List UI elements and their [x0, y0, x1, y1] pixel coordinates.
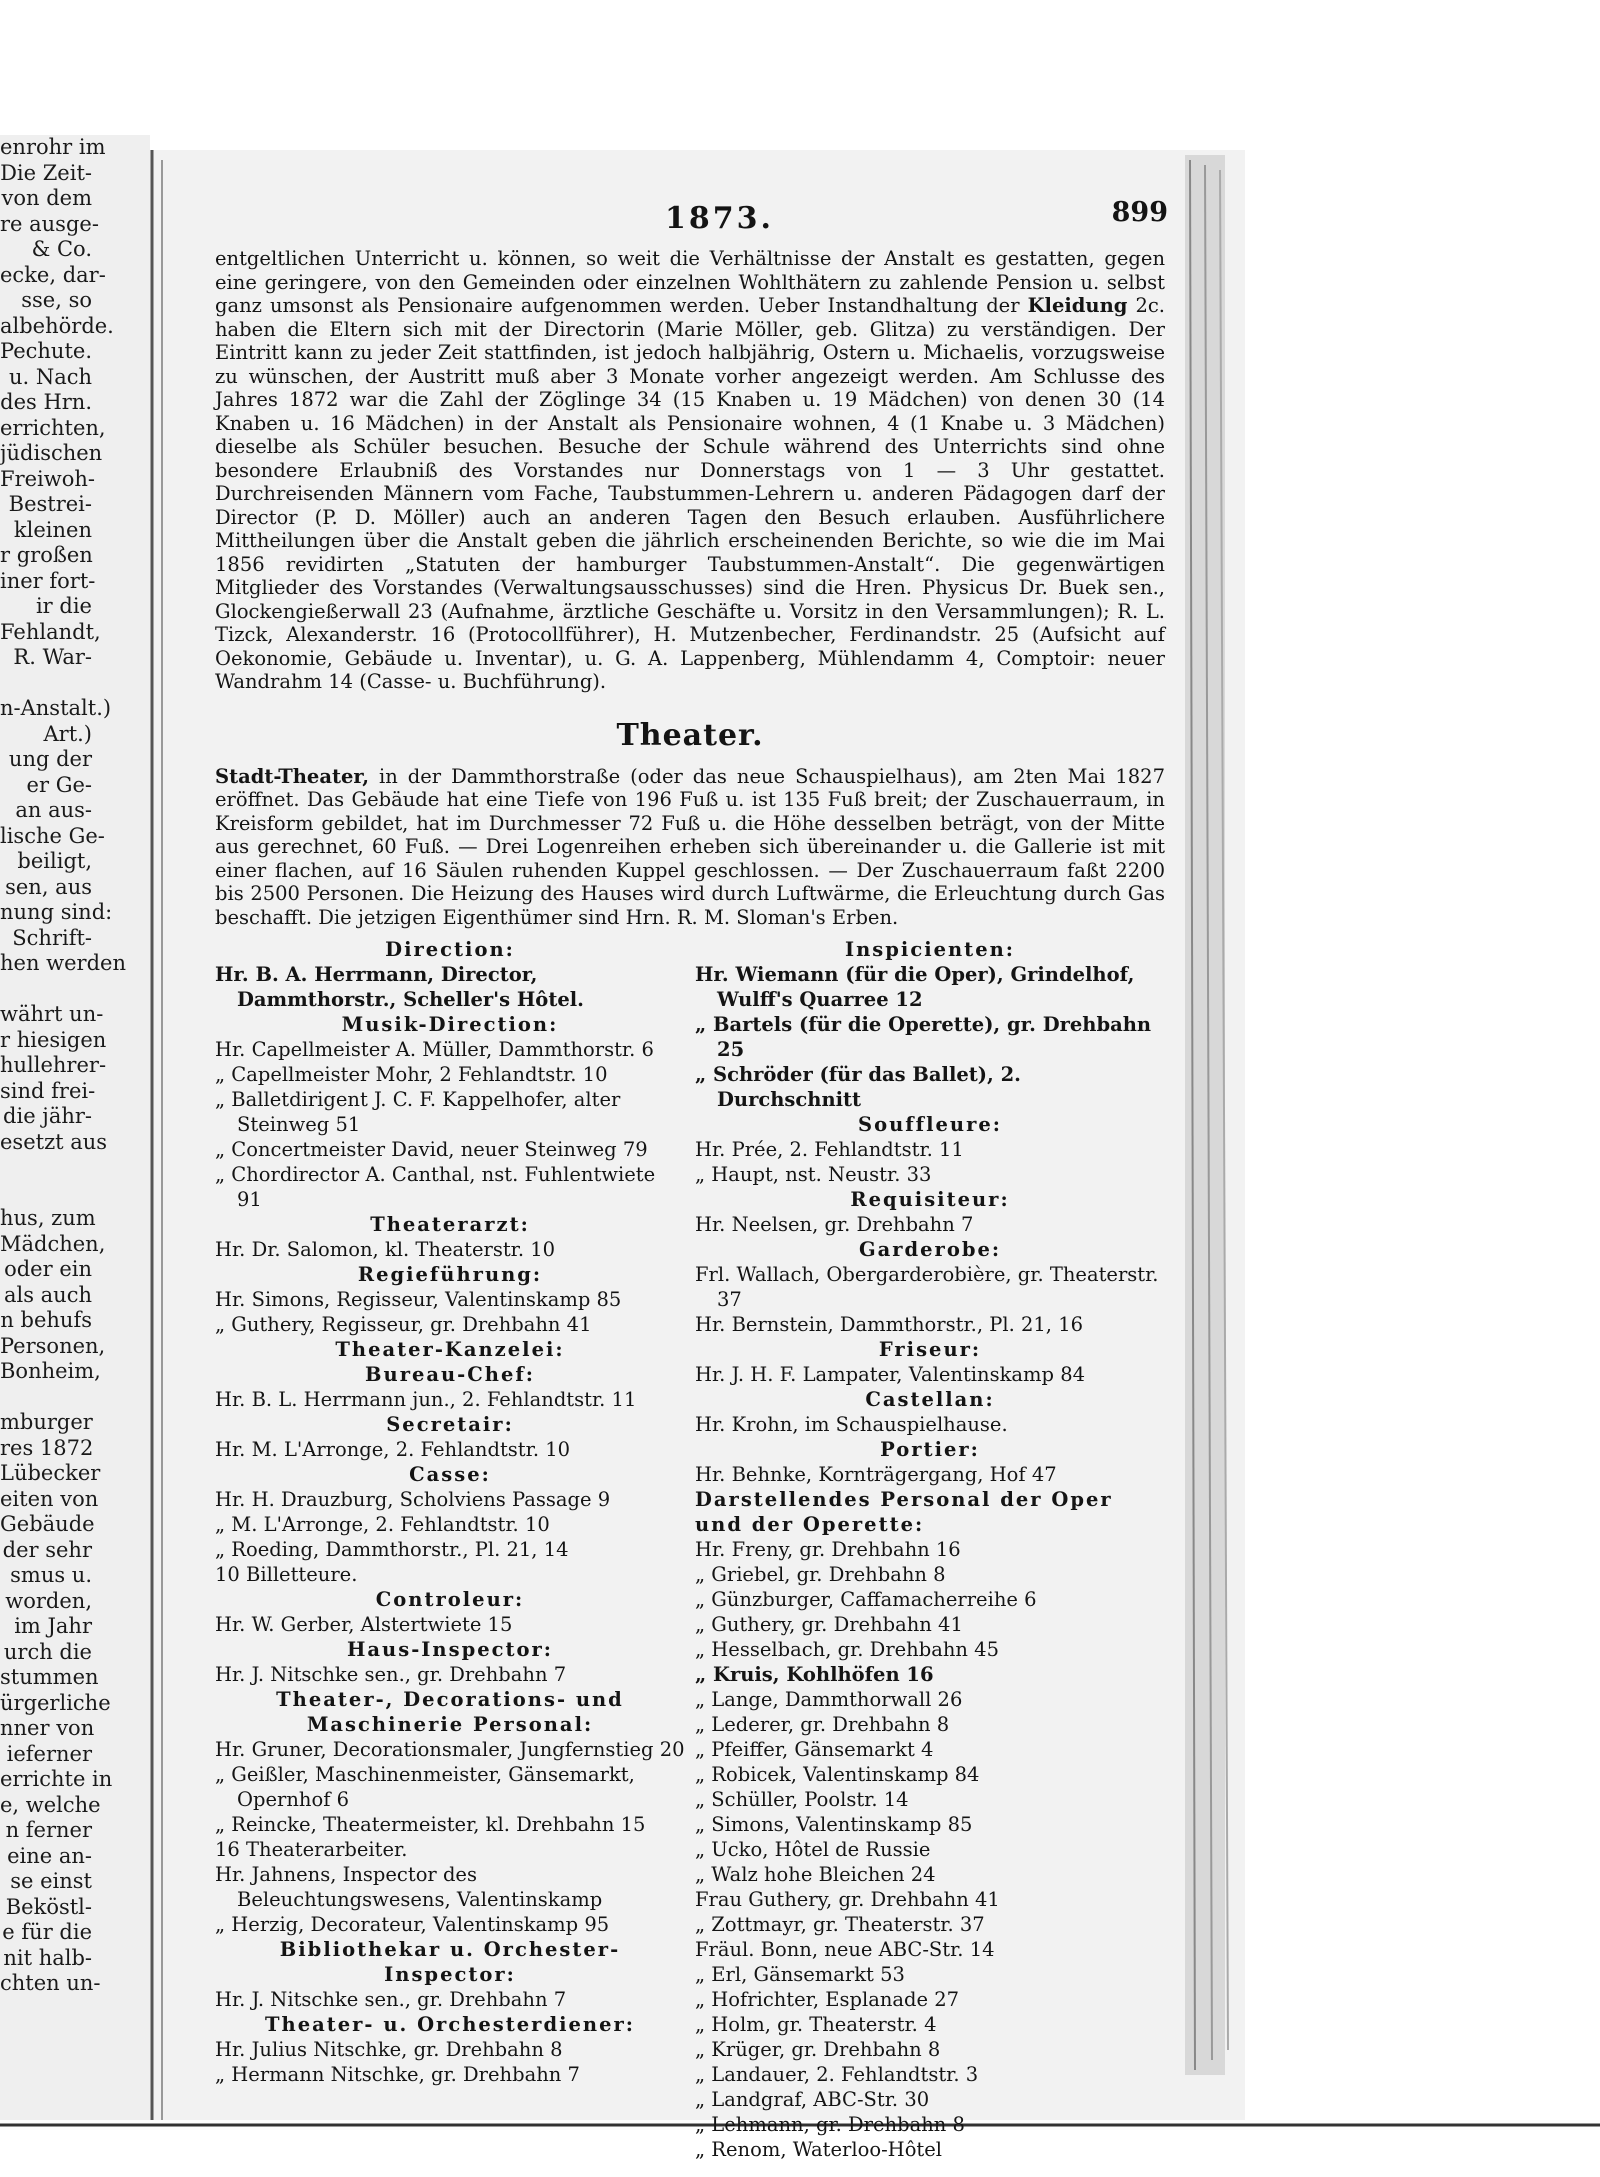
margin-fragment: e für die — [2, 1920, 92, 1944]
staff-entry: „ Herzig, Decorateur, Valentinskamp 95 — [215, 1913, 610, 1936]
margin-fragment: hullehrer- — [0, 1053, 107, 1077]
staff-entry: „ Kruis, Kohlhöfen 16 — [695, 1663, 934, 1686]
role-heading: Controleur: — [375, 1588, 525, 1611]
staff-entry: Hr. H. Drauzburg, Scholviens Passage 9 — [215, 1488, 611, 1511]
staff-entry: „ Ucko, Hôtel de Russie — [695, 1838, 931, 1861]
staff-entry: Hr. Jahnens, Inspector des Beleuchtungswesens, Valentinskamp — [215, 1863, 603, 1911]
staff-entry: „ Holm, gr. Theaterstr. 4 — [695, 2013, 937, 2036]
staff-entry: „ Roeding, Dammthorstr., Pl. 21, 14 — [215, 1538, 569, 1561]
staff-entry: „ Lederer, gr. Drehbahn 8 — [695, 1713, 950, 1736]
role-heading: Secretair: — [386, 1413, 514, 1436]
staff-entry: Hr. Krohn, im Schauspielhause. — [695, 1413, 1008, 1436]
role-heading: Direction: — [385, 938, 515, 961]
margin-fragment: oder ein — [4, 1257, 92, 1281]
margin-fragment: sen, aus — [5, 874, 92, 899]
margin-fragment — [0, 1155, 92, 1181]
role-heading: Darstellendes Personal der Oper und der Operette: — [695, 1488, 1113, 1536]
staff-entry: „ Schröder (für das Ballet), 2. Durchschnitt — [695, 1063, 1021, 1111]
margin-fragment: sse, so — [21, 288, 92, 312]
margin-fragment: albehörde. — [0, 313, 114, 338]
staff-entry: „ Landauer, 2. Fehlandtstr. 3 — [695, 2063, 979, 2086]
staff-entry: Hr. B. L. Herrmann jun., 2. Fehlandtstr. 11 — [215, 1388, 637, 1411]
margin-fragment — [0, 1181, 92, 1207]
text-run: 2c. haben die Eltern sich mit der Directorin (Marie Möller, geb. Glitza) zu verständigen. Der Eintritt kann zu jeder Zeit stattfinden, ist jedoch halbjährig, Ostern u. Michaelis, vorzugsweise zu wünschen, der Austritt muß aber 3 Monate vorher angezeigt werden. Am Schlusse des Jahres 1872 war die Zahl der Zöglinge 34 (15 Knaben u. 19 Mädchen) von denen 30 (14 Knaben u. 16 Mädchen) in der Anstalt als Pensionaire wohnen, 4 (1 Knabe u. 3 Mädchen) dieselbe als Schüler besuchen. Besuche der Schule während des Unterrichts sind ohne besondere Erlaubniß des Vorstandes nur Donnerstags von 1 — 3 Uhr gestattet. Durchreisenden Männern vom Fache, Taubstummen-Lehrern u. anderen Pädagogen darf der Director (P. D. Möller) auch an anderen Tagen den Besuch erlauben. Ausführlichere Mittheilungen über die Anstalt geben die jährlich erscheinenden Berichte, so wie die im Mai 1856 revidirten „Statuten der hamburger Taubstummen-Anstalt“. Die gegenwärtigen Mitglieder des Vorstandes (Verwaltungsausschusses) sind die Hren. Physicus Dr. Buek sen., Glockengießerwall 23 (Aufnahme, ärztliche Geschäfte u. Vorsitz in den Versammlungen); R. L. Tizck, Alexanderstr. 16 (Protocollführer), H. Mutzenbecher, Ferdinandstr. 25 (Aufsicht auf Oekonomie, Gebäude u. Inventar), u. G. A. Lappenberg, Mühlendamm 4, Comptoir: neuer Wandrahm 14 (Casse- u. Buchführung). — [215, 294, 1165, 693]
role-heading: Regieführung: — [357, 1263, 543, 1286]
margin-fragment: r hiesigen — [0, 1027, 107, 1052]
staff-entry: „ Zottmayr, gr. Theaterstr. 37 — [695, 1913, 985, 1936]
margin-fragment: die jähr- — [3, 1104, 92, 1128]
staff-entry: „ Günzburger, Caffamacherreihe 6 — [695, 1588, 1037, 1611]
role-heading: Haus-Inspector: — [347, 1638, 553, 1661]
page-year: 1873. — [665, 201, 774, 236]
margin-fragment: ecke, dar- — [0, 262, 106, 287]
margin-fragment: hen werden — [0, 951, 126, 975]
staff-entry: Hr. Gruner, Decorationsmaler, Jungfernstieg 20 — [215, 1738, 685, 1761]
margin-fragment: kleinen — [13, 517, 92, 542]
staff-entry: 10 Billetteure. — [215, 1563, 358, 1586]
staff-entry: „ Renom, Waterloo-Hôtel — [695, 2138, 943, 2161]
margin-fragment: währt un- — [0, 1002, 104, 1026]
margin-fragment: Art.) — [43, 721, 92, 746]
staff-entry: Hr. J. Nitschke sen., gr. Drehbahn 7 — [215, 1988, 567, 2011]
role-heading: Inspicienten: — [845, 938, 1015, 961]
staff-entry: Hr. Wiemann (für die Oper), Grindelhof, Wulff's Quarree 12 — [695, 963, 1135, 1011]
staff-entry: Hr. J. H. F. Lampater, Valentinskamp 84 — [695, 1363, 1086, 1386]
margin-fragment: Schrift- — [12, 925, 92, 950]
margin-fragment: Bestrei- — [8, 492, 92, 516]
staff-entry: Frl. Wallach, Obergarderobière, gr. Theaterstr. 37 — [695, 1263, 1159, 1311]
bold-run: Stadt-Theater, — [215, 764, 370, 788]
page-header — [215, 195, 1168, 247]
staff-entry: „ Bartels (für die Operette), gr. Drehbahn 25 — [695, 1013, 1152, 1061]
margin-fragment: n-Anstalt.) — [0, 696, 112, 720]
margin-fragment: nit halb- — [3, 1945, 92, 1970]
margin-fragment: esetzt aus — [0, 1129, 108, 1154]
page-number: 899 — [1111, 197, 1168, 228]
margin-fragment: n ferner — [5, 1818, 92, 1842]
role-heading: Casse: — [409, 1463, 491, 1486]
margin-fragment: an aus- — [15, 798, 92, 822]
role-heading: Theater- u. Orchesterdiener: — [265, 2013, 635, 2036]
margin-fragment: eine an- — [7, 1843, 92, 1868]
margin-fragment: des Hrn. — [0, 390, 92, 414]
margin-fragment: beiligt, — [17, 849, 92, 873]
staff-entry: Hr. W. Gerber, Alstertwiete 15 — [215, 1613, 513, 1636]
margin-fragment: ieferner — [6, 1741, 92, 1766]
margin-fragment: worden, — [5, 1588, 92, 1613]
staff-entry: Hr. B. A. Herrmann, Director, Dammthorstr., Scheller's Hôtel. — [215, 963, 584, 1011]
margin-fragment: jüdischen — [0, 441, 103, 465]
margin-fragment: Die Zeit- — [0, 160, 92, 185]
margin-fragment: e, welche — [0, 1792, 101, 1817]
taubstummen-paragraph — [215, 247, 1165, 694]
margin-fragment: eiten von — [0, 1486, 99, 1511]
staff-entry: „ Lehmann, gr. Drehbahn 8 — [695, 2113, 965, 2136]
margin-fragment: der sehr — [2, 1537, 92, 1562]
margin-fragment: Fehlandt, — [0, 619, 101, 644]
margin-fragment: re ausge- — [0, 211, 99, 236]
staff-entry: 16 Theaterarbeiter. — [215, 1838, 408, 1861]
margin-fragment: er Ge- — [26, 772, 92, 797]
margin-fragment: lische Ge- — [0, 823, 105, 848]
margin-fragment: R. War- — [13, 645, 92, 669]
staff-entry: „ Reincke, Theatermeister, kl. Drehbahn 15 — [215, 1813, 646, 1836]
staff-entry: Hr. Simons, Regisseur, Valentinskamp 85 — [215, 1288, 622, 1311]
margin-fragment: mburger — [0, 1410, 93, 1434]
role-heading: Theater-Kanzelei: — [335, 1338, 565, 1361]
role-heading: Musik-Direction: — [341, 1013, 559, 1036]
margin-fragment: urch die — [3, 1639, 92, 1664]
staff-entry: „ Guthery, Regisseur, gr. Drehbahn 41 — [215, 1313, 592, 1336]
margin-fragment: Bonheim, — [0, 1359, 101, 1383]
staff-entry: „ Concertmeister David, neuer Steinweg 79 — [215, 1138, 648, 1161]
margin-fragment: Mädchen, — [0, 1231, 106, 1256]
staff-entry: „ Erl, Gänsemarkt 53 — [695, 1963, 905, 1986]
margin-fragment: chten un- — [0, 1971, 101, 1995]
staff-entry: Hr. Julius Nitschke, gr. Drehbahn 8 — [215, 2038, 563, 2061]
margin-fragment: im Jahr — [14, 1614, 92, 1638]
margin-fragment: enrohr im — [0, 135, 106, 159]
margin-fragment: iner fort- — [0, 568, 96, 593]
margin-fragment: n behufs — [0, 1308, 92, 1332]
staff-entry: „ Balletdirigent J. C. F. Kappelhofer, alter Steinweg 51 — [215, 1088, 621, 1136]
margin-fragment: Gebäude — [0, 1512, 95, 1536]
staff-entry: Frau Guthery, gr. Drehbahn 41 — [695, 1888, 1000, 1911]
staff-entry: „ Landgraf, ABC-Str. 30 — [695, 2088, 930, 2111]
margin-fragment: smus u. — [10, 1563, 92, 1587]
staff-entry: „ Schüller, Poolstr. 14 — [695, 1788, 909, 1811]
margin-fragment: ung der — [8, 747, 92, 771]
margin-fragment — [0, 671, 92, 697]
margin-fragment: res 1872 — [0, 1435, 94, 1460]
staff-entry: Hr. Dr. Salomon, kl. Theaterstr. 10 — [215, 1238, 556, 1261]
staff-entry: „ Haupt, nst. Neustr. 33 — [695, 1163, 932, 1186]
margin-fragment: errichte in — [0, 1767, 113, 1791]
staff-entry: Fräul. Bonn, neue ABC-Str. 14 — [695, 1938, 995, 1961]
staff-column-right — [695, 937, 1165, 2162]
role-heading: Portier: — [880, 1438, 980, 1461]
right-page — [215, 195, 1168, 2162]
margin-fragment: Freiwoh- — [0, 466, 95, 491]
text-run: entgeltlichen Unterricht u. können, so weit die Verhältnisse der Anstalt es gestatten, gegen eine geringere, von den Gemeinden oder einzelnen Wohlthätern zu zahlende Pension u. selbst ganz umsonst als Pensionaire aufgenommen werden. Ueber Instandhaltung der — [215, 247, 1165, 317]
staff-entry: Hr. Bernstein, Dammthorstr., Pl. 21, 16 — [695, 1313, 1084, 1336]
left-page-margin-text — [0, 135, 126, 2035]
text-run: in der Dammthorstraße (oder das neue Schauspielhaus), am 2ten Mai 1827 eröffnet. Das Gebäude hat eine Tiefe von 196 Fuß u. ist 135 Fuß breit; der Zuschauerraum, in Kreisform gebildet, hat im Durchmesser 72 Fuß u. die Höhe desselben beträgt, von der Mitte aus gerechnet, 60 Fuß. — Drei Logenreihen erheben sich übereinander u. die Gallerie ist mit einer flachen, auf 16 Säulen ruhenden Kuppel geschlossen. — Der Zuschauerraum faßt 2200 bis 2500 Personen. Die Heizung des Hauses wird durch Luftwärme, die Erleuchtung durch Gas beschafft. Die jetzigen Eigenthümer sind Hrn. R. M. Sloman's Erben. — [215, 764, 1165, 929]
margin-fragment: nner von — [0, 1716, 95, 1740]
role-heading: Bureau-Chef: — [365, 1363, 535, 1386]
margin-fragment: Personen, — [0, 1333, 106, 1358]
staff-entry: „ Walz hohe Bleichen 24 — [695, 1863, 936, 1886]
staff-entry: Hr. Freny, gr. Drehbahn 16 — [695, 1538, 961, 1561]
staff-entry: „ Simons, Valentinskamp 85 — [695, 1813, 973, 1836]
margin-fragment: hus, zum — [0, 1206, 96, 1230]
margin-fragment: u. Nach — [8, 364, 92, 389]
staff-entry: Hr. M. L'Arronge, 2. Fehlandtstr. 10 — [215, 1438, 571, 1461]
role-heading: Castellan: — [865, 1388, 995, 1411]
staff-entry: „ M. L'Arronge, 2. Fehlandtstr. 10 — [215, 1513, 550, 1536]
staff-entry: „ Chordirector A. Canthal, nst. Fuhlentwiete 91 — [215, 1163, 656, 1211]
staff-entry: Hr. Neelsen, gr. Drehbahn 7 — [695, 1213, 974, 1236]
staff-entry: „ Krüger, gr. Drehbahn 8 — [695, 2038, 941, 2061]
margin-fragment: als auch — [3, 1282, 92, 1307]
role-heading: Requisiteur: — [850, 1188, 1010, 1211]
role-heading: Theaterarzt: — [370, 1213, 530, 1236]
margin-fragment: sind frei- — [0, 1078, 96, 1103]
role-heading: Friseur: — [878, 1338, 982, 1361]
staff-entry: „ Hofrichter, Esplanade 27 — [695, 1988, 960, 2011]
staff-entry: Hr. Behnke, Kornträgergang, Hof 47 — [695, 1463, 1057, 1486]
margin-fragment: ir die — [35, 594, 92, 618]
staff-entry: „ Robicek, Valentinskamp 84 — [695, 1763, 980, 1786]
role-heading: Theater-, Decorations- und Maschinerie Personal: — [276, 1688, 624, 1736]
staff-entry: „ Griebel, gr. Drehbahn 8 — [695, 1563, 946, 1586]
section-heading-theater: Theater. — [616, 717, 764, 753]
margin-fragment: Beköstl- — [5, 1894, 92, 1919]
margin-fragment: Lübecker — [0, 1461, 101, 1485]
margin-fragment: stummen — [0, 1665, 99, 1689]
margin-fragment: & Co. — [31, 237, 92, 261]
bold-run: Kleidung — [1027, 294, 1128, 317]
staff-columns — [215, 937, 1165, 2162]
staff-entry: „ Hermann Nitschke, gr. Drehbahn 7 — [215, 2063, 580, 2086]
staff-entry: „ Pfeiffer, Gänsemarkt 4 — [695, 1738, 934, 1761]
margin-fragment: nung sind: — [0, 900, 113, 924]
role-heading: Bibliothekar u. Orchester-Inspector: — [279, 1938, 621, 1986]
margin-fragment — [0, 1385, 92, 1411]
margin-fragment: r großen — [0, 543, 93, 567]
staff-entry: „ Capellmeister Mohr, 2 Fehlandtstr. 10 — [215, 1063, 608, 1086]
role-heading: Souffleure: — [858, 1113, 1002, 1136]
staff-column-left — [215, 937, 685, 2162]
staff-entry: Hr. Capellmeister A. Müller, Dammthorstr. 6 — [215, 1038, 654, 1061]
staff-entry: Hr. Prée, 2. Fehlandtstr. 11 — [695, 1138, 964, 1161]
staff-entry: Hr. J. Nitschke sen., gr. Drehbahn 7 — [215, 1663, 567, 1686]
margin-fragment: ürgerliche — [0, 1690, 111, 1715]
staff-entry: „ Guthery, gr. Drehbahn 41 — [695, 1613, 963, 1636]
margin-fragment: se einst — [10, 1869, 92, 1893]
margin-fragment — [0, 977, 92, 1003]
margin-fragment: errichten, — [0, 415, 106, 440]
staff-entry: „ Geißler, Maschinenmeister, Gänsemarkt, Opernhof 6 — [215, 1763, 635, 1811]
stadt-theater-paragraph — [215, 765, 1165, 930]
role-heading: Garderobe: — [858, 1238, 1002, 1261]
staff-entry: „ Hesselbach, gr. Drehbahn 45 — [695, 1638, 999, 1661]
margin-fragment: von dem — [1, 186, 92, 210]
margin-fragment: Pechute. — [0, 339, 92, 363]
staff-entry: „ Lange, Dammthorwall 26 — [695, 1688, 963, 1711]
